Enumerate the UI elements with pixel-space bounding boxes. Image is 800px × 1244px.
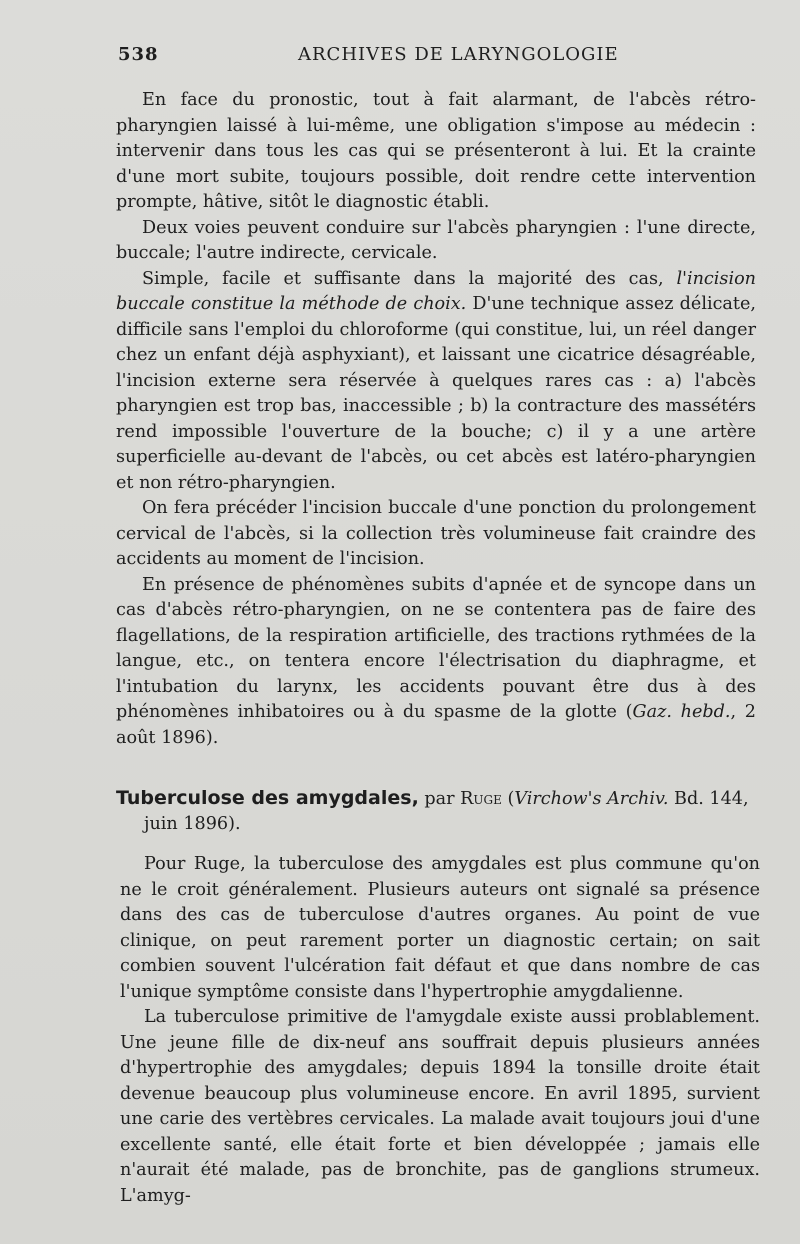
running-head: ARCHIVES DE LARYNGOLOGIE: [298, 44, 619, 65]
text-span: par: [418, 789, 461, 809]
page-number: 538: [118, 44, 159, 65]
article-body: [120, 852, 760, 1209]
paragraph: Pour Ruge, la tuberculose des amygdales est plus commune qu'on ne le croit généralement. Plusieurs auteurs ont signalé sa présence dans des cas de tuberculose d'autres organes. Au point de vue clinique, on peut rarement porter un diagnostic certain; on sait combien souvent l'ulcération fait défaut et que dans nombre de cas l'unique symptôme consiste dans l'hypertrophie amygdalienne.: [120, 854, 760, 1002]
article-body-continued: [116, 88, 756, 751]
text-span: Simple, facile et suffisante dans la majorité des cas,: [142, 268, 677, 289]
article-author: Ruge: [460, 789, 502, 809]
text-span: En présence de phénomènes subits d'apnée et de syncope dans un cas d'abcès rétro-pharyngien, on ne se contentera pas de faire des flagellations, de la respiration artificielle, des tractions rythmées de la langue, etc., on tentera encore l'électrisation du diaphragme, et l'intubation du larynx, les accidents pouvant être dus à des phénomènes inhibatoires ou à du spasme de la glotte (: [116, 574, 756, 722]
text-span: (: [501, 789, 515, 809]
article-source: Virchow's Archiv.: [514, 789, 669, 809]
text-span: D'une technique assez délicate, difficile sans l'emploi du chloroforme (qui constitue, lui, un réel danger chez un enfant déjà asphyxiant), et laissant une cicatrice désagréable, l'incision externe sera réservée à quelques rares cas : a) l'abcès pharyngien est trop bas, inaccessible ; b) la contracture des massétérs rend impossible l'ouverture de la bouche; c) il y a une artère superficielle au-devant de l'abcès, ou cet abcès est latéro-pharyngien et non rétro-pharyngien.: [116, 294, 756, 493]
text-span: , 2 août 1896).: [116, 702, 756, 748]
paragraph: En face du pronostic, tout à fait alarmant, de l'abcès rétro-pharyngien laissé à lui-même, une obligation s'impose au médecin : intervenir dans tous les cas qui se présenteront à lui. Et la crainte d'une mort subite, toujours possible, doit rendre cette intervention prompte, hâtive, sitôt le diagnostic établi.: [116, 90, 756, 212]
article-title: Tuberculose des amygdales,: [116, 787, 419, 809]
text-span: Bd. 144, juin 1896).: [144, 789, 749, 834]
paragraph: [116, 573, 756, 752]
article-heading: [116, 786, 756, 837]
italic-text: l'incision buccale constitue la méthode de choix.: [116, 268, 756, 314]
paragraph: [116, 267, 756, 497]
paragraph: La tuberculose primitive de l'amygdale existe aussi problablement. Une jeune fille de dix-neuf ans souffrait depuis plusieurs années d'hypertrophie des amygdales; depuis 1894 la tonsille droite était devenue beaucoup plus volumineuse encore. En avril 1895, survient une carie des vertèbres cervicales. La malade avait toujours joui d'une excellente santé, elle était forte et bien développée ; jamais elle n'aurait été malade, pas de bronchite, pas de ganglions strumeux. L'amyg-: [120, 1007, 760, 1206]
paragraph: Deux voies peuvent conduire sur l'abcès pharyngien : l'une directe, buccale; l'autre indirecte, cervicale.: [116, 217, 756, 263]
citation-journal: Gaz. hebd.: [632, 702, 731, 722]
paragraph: On fera précéder l'incision buccale d'une ponction du prolongement cervical de l'abcès, si la collection très volumineuse fait craindre des accidents au moment de l'incision.: [116, 498, 756, 569]
